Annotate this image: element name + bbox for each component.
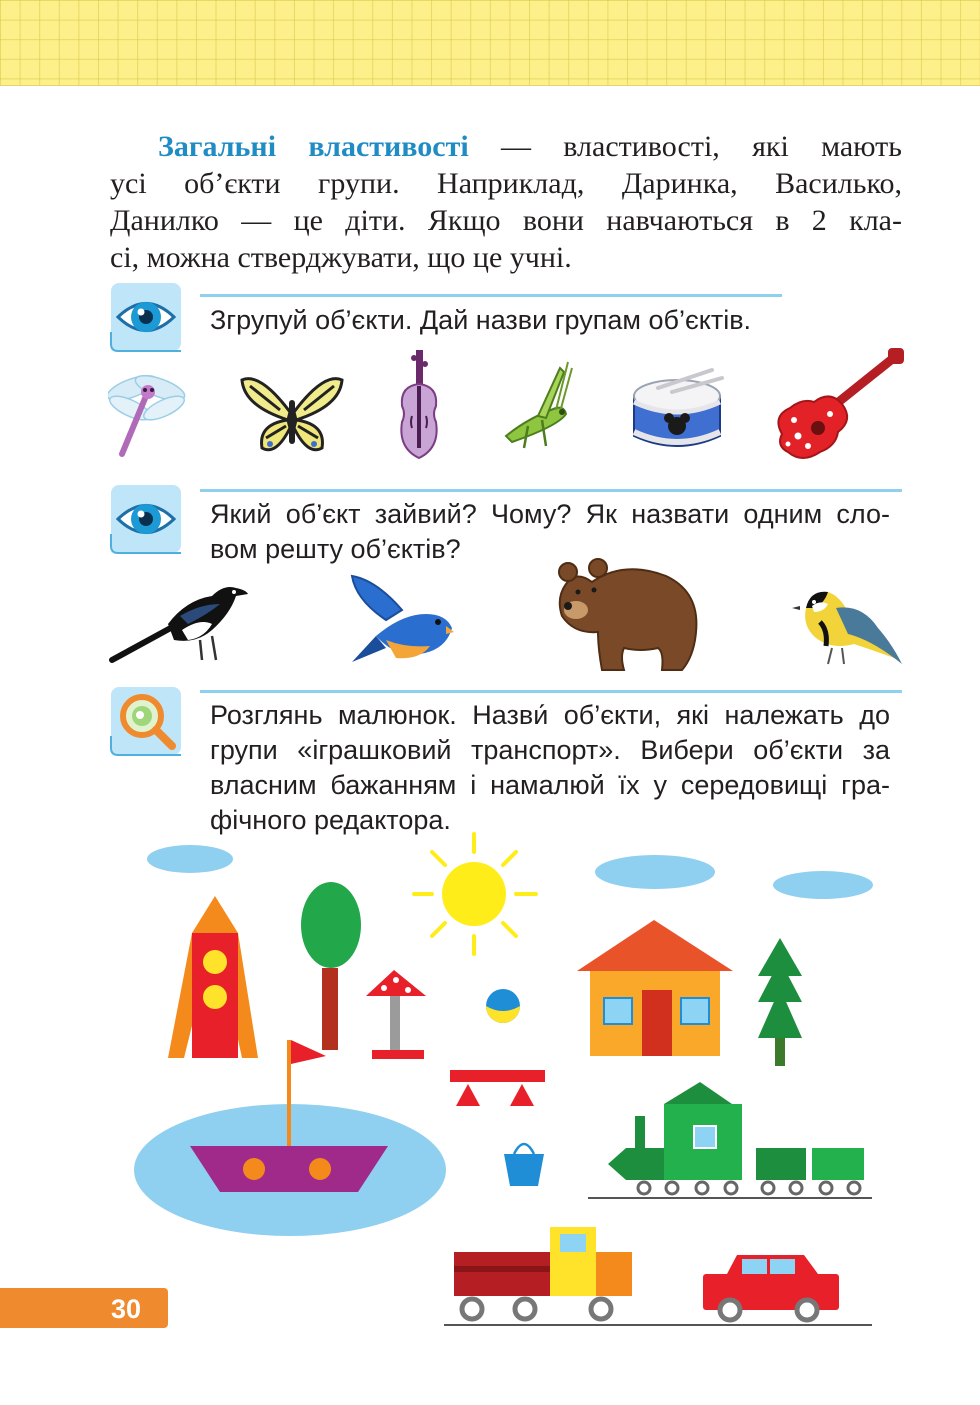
fir-tree-shape [758, 938, 802, 1066]
intro-line-3: Данилко — це діти. Якщо вони навчаються в 2 кла- [110, 204, 902, 237]
titmouse-image [792, 578, 904, 666]
sun-shape [414, 834, 536, 954]
house-shape [577, 920, 733, 1056]
intro-paragraph [110, 128, 902, 276]
intro-line-2: усі об’єкти групи. Наприклад, Даринка, Василько, [110, 167, 902, 200]
toy-scene-illustration [120, 830, 890, 1330]
bear-image [554, 552, 702, 674]
task-3-line-2: групи «іграшковий транспорт». Вибери об’єкти за [210, 735, 890, 765]
intro-term: Загальні властивості [158, 130, 469, 163]
bucket-shape [504, 1144, 544, 1186]
locomotive-train-shape [588, 1082, 872, 1198]
task-2-line-1: Який об’єкт зайвий? Чому? Як назвати одним сло- [210, 499, 890, 529]
grasshopper-image [498, 360, 574, 452]
magnifier-icon [110, 686, 182, 756]
guitar-image [772, 346, 906, 466]
task-1-line-1: Згрупуй об’єкти. Дай назви групам об’єктів. [210, 305, 752, 335]
intro-line-4: сі, можна стверджувати, що це учні. [110, 241, 572, 274]
task-3-line-1: Розглянь малюнок. Назви́ об’єкти, які належать до [210, 700, 890, 730]
task-3-line-4: фічного редактора. [210, 805, 451, 835]
task-2-line-2: вом решту об’єктів? [210, 534, 461, 564]
violin-image [394, 348, 444, 462]
dragonfly-image [108, 368, 186, 458]
eye-icon [110, 282, 182, 352]
header-grid-band [0, 0, 980, 86]
task-2-rule [200, 489, 902, 492]
task-3-rule [200, 690, 902, 693]
task-1-text [210, 303, 810, 338]
drum-image [628, 368, 726, 456]
cloud-shape [773, 871, 873, 899]
page-number: 30 [110, 1294, 142, 1324]
rocket-shape [168, 896, 258, 1058]
cloud-shape [147, 845, 233, 873]
mushroom-shape [366, 970, 426, 1059]
ball-shape [486, 989, 520, 1023]
bluebird-image [346, 570, 454, 670]
seesaw-shape [450, 1070, 545, 1106]
task-3-line-3: власним бажанням і намалюй їх у середовищі гра- [210, 770, 890, 800]
magpie-image [108, 574, 250, 666]
tree-shape [301, 882, 361, 1050]
boat-on-pond-shape [134, 1040, 446, 1236]
eye-icon [110, 484, 182, 554]
butterfly-image [240, 372, 344, 458]
task-3-text [210, 698, 890, 838]
task-2-text [210, 497, 890, 567]
cloud-shape [595, 855, 715, 889]
task-1-rule [200, 294, 782, 297]
intro-line-1: — властивості, які мають [468, 130, 902, 163]
car-shape [703, 1255, 839, 1320]
